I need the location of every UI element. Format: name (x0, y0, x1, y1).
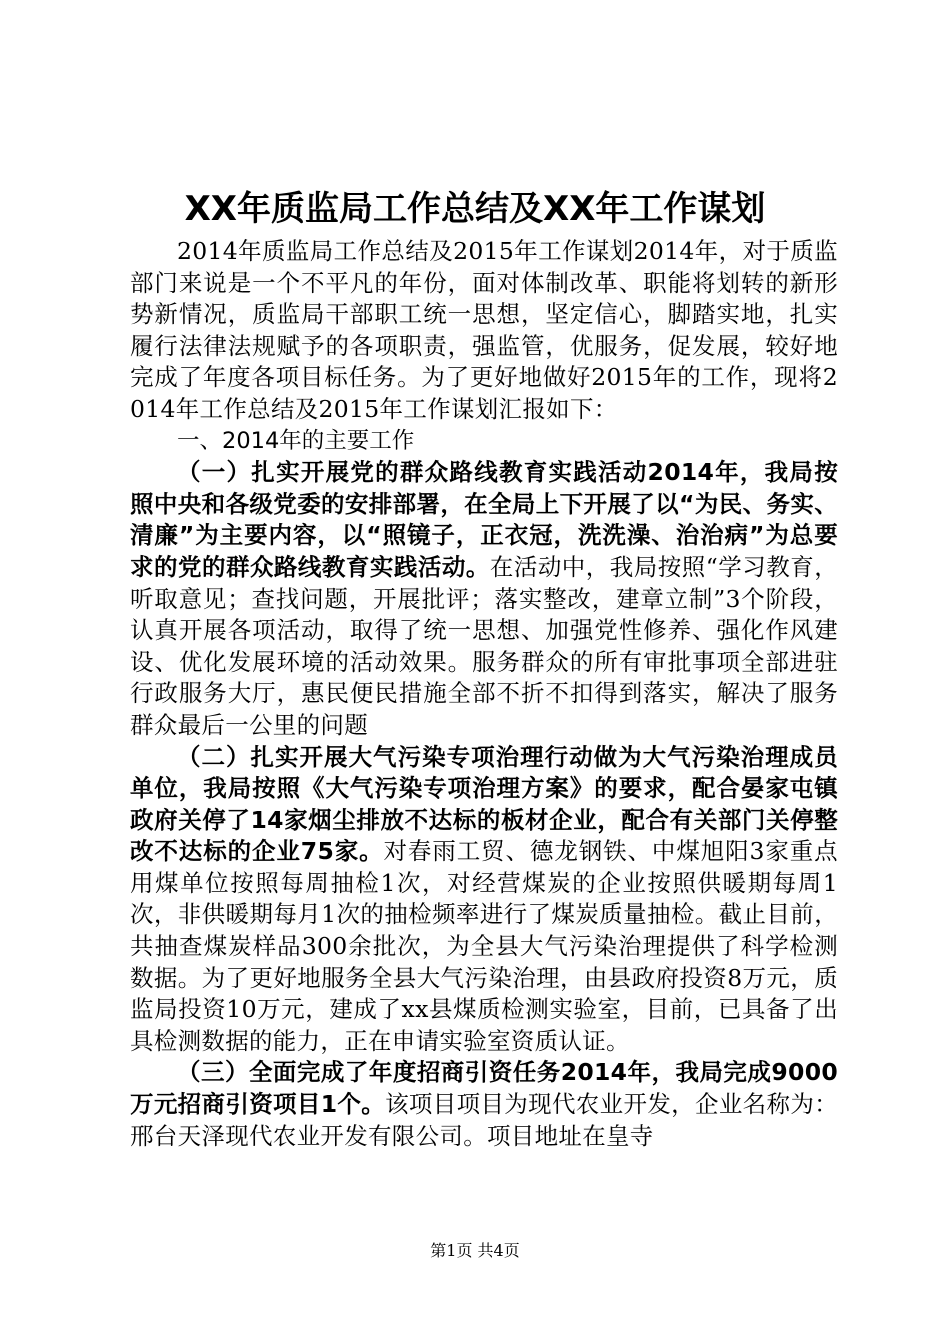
item-1-lead: （一）扎实开展党的群众路线教育实践活动2014年，我局按照中央和各级党委的安排部署，在全局上下开展了以“为民、务实、清廉”为主要内容，以“照镜子，正衣冠，洗洗澡、治治病”为总要求的党的群众路线教育实践活动。 (130, 458, 838, 581)
item-3-body: 该项目项目为现代农业开发，企业名称为：邢台天泽现代农业开发有限公司。项目地址在皇寺 (130, 1090, 839, 1150)
document-body (130, 236, 838, 1152)
item-2-body: 对春雨工贸、德龙钢铁、中煤旭阳3家重点用煤单位按照每周抽检1次，对经营煤炭的企业按照供暖期每周1次，非供暖期每月1次的抽检频率进行了煤炭质量抽检。截止目前，共抽查煤炭样品300余批次，为全县大气污染治理提供了科学检测数据。为了更好地服务全县大气污染治理，由县政府投资8万元，质监局投资10万元，建成了xx县煤质检测实验室，目前，已具备了出具检测数据的能力，正在申请实验室资质认证。 (130, 837, 838, 1055)
item-1-paragraph (130, 457, 838, 741)
item-3-paragraph (130, 1057, 838, 1152)
item-3-lead: （三）全面完成了年度招商引资任务2014年，我局完成9000万元招商引资项目1个。 (130, 1058, 838, 1119)
item-2-paragraph (130, 742, 838, 1058)
document-title: XX年质监局工作总结及XX年工作谋划 (184, 189, 766, 229)
item-2-lead: （二）扎实开展大气污染专项治理行动做为大气污染治理成员单位，我局按照《大气污染专项治理方案》的要求，配合晏家屯镇政府关停了14家烟尘排放不达标的板材企业，配合有关部门关停整改不达标的企业75家。 (130, 742, 838, 866)
intro-paragraph: 2014年质监局工作总结及2015年工作谋划2014年，对于质监部门来说是一个不平凡的年份，面对体制改革、职能将划转的新形势新情况，质监局干部职工统一思想，坚定信心，脚踏实地，扎实履行法律法规赋予的各项职责，强监管，优服务，促发展，较好地完成了年度各项目标任务。为了更好地做好2015年的工作，现将2014年工作总结及2015年工作谋划汇报如下： (130, 237, 838, 423)
item-1-body: 在活动中，我局按照“学习教育，听取意见；查找问题，开展批评；落实整改，建章立制”3个阶段，认真开展各项活动，取得了统一思想、加强党性修养、强化作风建设、优化发展环境的活动效果。服务群众的所有审批事项全部进驻行政服务大厅，惠民便民措施全部不折不扣得到落实，解决了服务群众最后一公里的问题 (130, 552, 839, 739)
page-footer: 第1页 共4页 (430, 1241, 520, 1260)
section-heading: 一、2014年的主要工作 (177, 427, 415, 454)
